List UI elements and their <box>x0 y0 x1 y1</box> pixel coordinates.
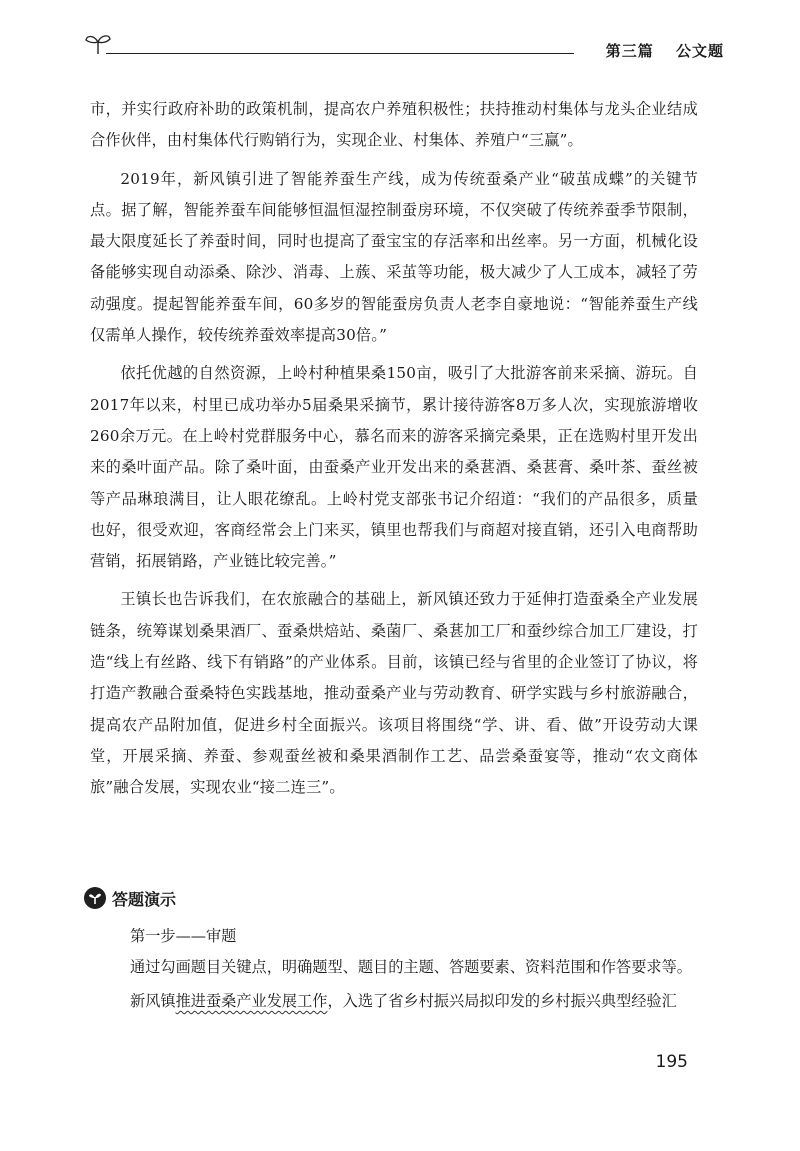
paragraph-2: 2019年，新风镇引进了智能养蚕生产线，成为传统蚕桑产业“破茧成蝶”的关键节点。据了解，智能养蚕车间能够恒温恒湿控制蚕房环境，不仅突破了传统养蚕季节限制，最大限度延长了养蚕时间，同时也提高了蚕宝宝的存活率和出丝率。另一方面，机械化设备能够实现自动添桑、除沙、消毒、上蔟、采茧等功能，极大减少了人工成本，减轻了劳动强度。提起智能养蚕车间，60多岁的智能蚕房负责人老李自豪地说：“智能养蚕生产线仅需单人操作，较传统养蚕效率提高30倍。” <box>90 169 698 345</box>
answer-title <box>84 882 704 914</box>
page-header <box>84 30 724 60</box>
article-body <box>90 94 698 804</box>
header-section-title: 公文题 <box>675 42 724 60</box>
header-rule <box>106 53 574 54</box>
answer-title-text: 答题演示 <box>112 889 177 909</box>
answer-section <box>84 882 704 1018</box>
header-part: 第三篇 <box>605 42 654 60</box>
leaf-badge-icon <box>84 887 106 909</box>
page-number: 195 <box>655 1052 688 1072</box>
answer-paragraph-1: 通过勾画题目关键点，明确题型、题目的主题、答题要素、资料范围和作答要求等。 <box>130 958 692 976</box>
paragraph-4: 王镇长也告诉我们，在农旅融合的基础上，新风镇还致力于延伸打造蚕桑全产业发展链条，统筹谋划桑果酒厂、蚕桑烘焙站、桑菌厂、桑葚加工厂和蚕纱综合加工厂建设，打造“线上有丝路、线下有销路”的产业体系。目前，该镇已经与省里的企业签订了协议，将打造产教融合蚕桑特色实践基地，推动蚕桑产业与劳动教育、研学实践与乡村旅游融合，提高农产品附加值，促进乡村全面振兴。该项目将围绕“学、讲、看、做”开设劳动大课堂，开展采摘、养蚕、参观蚕丝被和桑果酒制作工艺、品尝桑蚕宴等，推动“农文商体旅”融合发展，实现农业“接二连三”。 <box>90 590 698 797</box>
answer-paragraph-2 <box>130 984 738 1018</box>
answer-paragraph-2-start: 新风镇 <box>130 992 176 1010</box>
answer-paragraph-2-end: ，入选了省乡村振兴局拟印发的乡村振兴典型经验汇 <box>327 992 677 1010</box>
header-section <box>606 40 724 61</box>
step-heading: 第一步——审题 <box>130 927 237 945</box>
paragraph-3: 依托优越的自然资源，上岭村种植果桑150亩，吸引了大批游客前来采摘、游玩。自2017年以来，村里已成功举办5届桑果采摘节，累计接待游客8万多人次，实现旅游增收260余万元。在上岭村党群服务中心，慕名而来的游客采摘完桑果，正在选购村里开发出来的桑叶面产品。除了桑叶面，由蚕桑产业开发出来的桑葚酒、桑葚膏、桑叶茶、蚕丝被等产品琳琅满目，让人眼花缭乱。上岭村党支部张书记介绍道：“我们的产品很多，质量也好，很受欢迎，客商经常会上门来买，镇里也帮我们与商超对接直销，还引入电商帮助营销，拓展销路，产业链比较完善。” <box>90 364 698 571</box>
key-point-marked: 推进蚕桑产业发展工作 <box>175 992 328 1010</box>
paragraph-1: 市，并实行政府补助的政策机制，提高农户养殖积极性；扶持推动村集体与龙头企业结成合作伙伴，由村集体代行购销行为，实现企业、村集体、养殖户“三赢”。 <box>90 100 698 150</box>
